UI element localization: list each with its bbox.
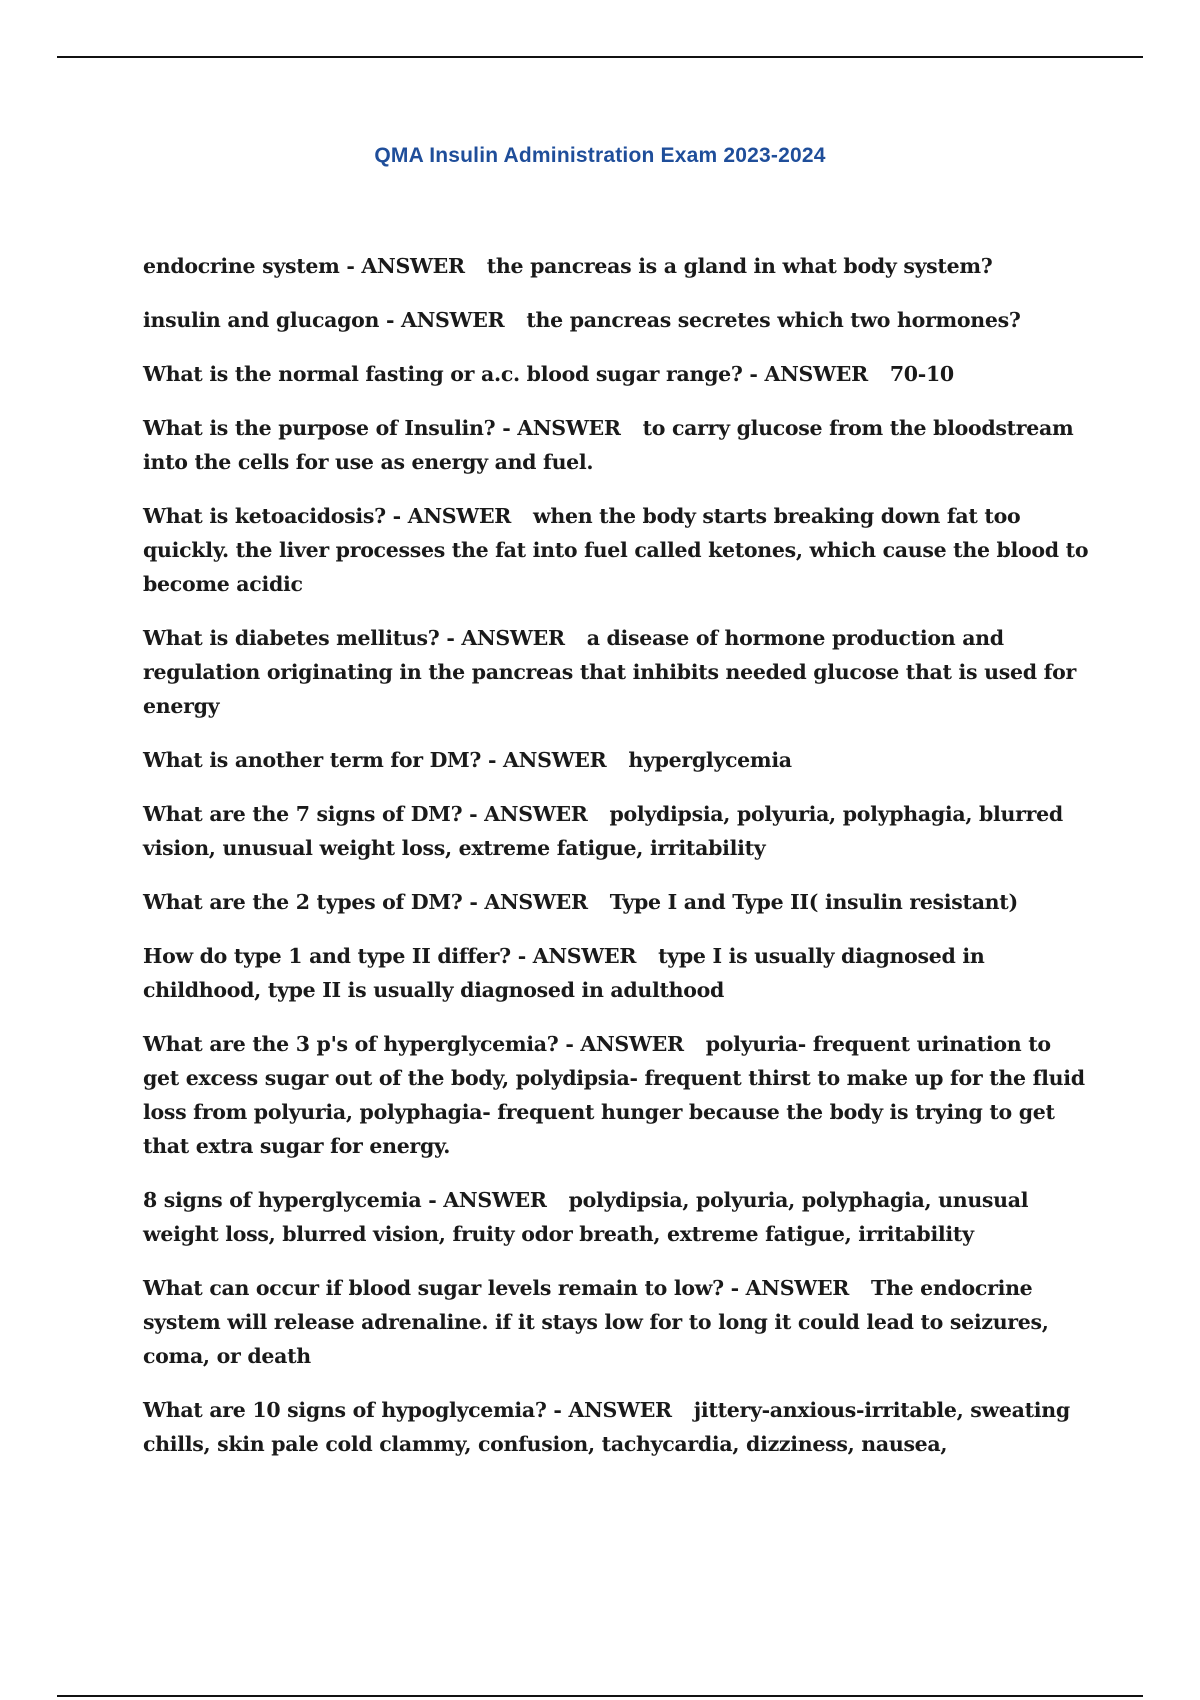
question-text: endocrine system xyxy=(143,254,340,278)
question-text: How do type 1 and type II differ? xyxy=(143,944,511,968)
qa-item xyxy=(143,939,1091,1007)
qa-item xyxy=(143,1183,1091,1251)
answer-marker: - ANSWER xyxy=(421,1188,547,1212)
question-text: What can occur if blood sugar levels remain to low? xyxy=(143,1276,724,1300)
question-text: What is ketoacidosis? xyxy=(143,504,386,528)
question-text: What are the 7 signs of DM? xyxy=(143,802,463,826)
answer-text: hyperglycemia xyxy=(628,748,792,772)
answer-marker: - ANSWER xyxy=(546,1398,672,1422)
answer-text: 70-10 xyxy=(889,362,954,386)
answer-text: jittery-anxious-irritable, sweating chills, skin pale cold clammy, confusion, tachycardia, dizziness, nausea, xyxy=(143,1398,1070,1456)
question-text: What is the purpose of Insulin? xyxy=(143,416,496,440)
top-divider xyxy=(57,56,1143,58)
answer-marker: - ANSWER xyxy=(462,802,588,826)
answer-marker: - ANSWER xyxy=(462,890,588,914)
answer-text: the pancreas secretes which two hormones? xyxy=(526,308,1021,332)
answer-text: The endocrine system will release adrenaline. if it stays low for to long it could lead to seizures, coma, or death xyxy=(143,1276,1049,1368)
answer-marker: - ANSWER xyxy=(723,1276,850,1300)
page-title: QMA Insulin Administration Exam 2023-2024 xyxy=(374,144,826,167)
answer-marker: - ANSWER xyxy=(481,748,607,772)
answer-text: polydipsia, polyuria, polyphagia, unusual weight loss, blurred vision, fruity odor breath, extreme fatigue, irritability xyxy=(143,1188,1029,1246)
answer-text: polydipsia, polyuria, polyphagia, blurred vision, unusual weight loss, extreme fatigue, irritability xyxy=(143,802,1063,860)
qa-item xyxy=(143,1393,1091,1461)
answer-marker: - ANSWER xyxy=(379,308,505,332)
qa-item xyxy=(143,357,1091,391)
answer-marker: - ANSWER xyxy=(558,1032,684,1056)
qa-item xyxy=(143,303,1091,337)
answer-text: polyuria- frequent urination to get excess sugar out of the body, polydipsia- frequent thirst to make up for the fluid loss from polyuria, polyphagia- frequent hunger because the body is trying to get that extra sugar for energy. xyxy=(143,1032,1085,1158)
question-text: What are 10 signs of hypoglycemia? xyxy=(143,1398,547,1422)
question-text: 8 signs of hyperglycemia xyxy=(143,1188,422,1212)
qa-item xyxy=(143,411,1091,479)
answer-text: when the body starts breaking down fat too quickly. the liver processes the fat into fuel called ketones, which cause the blood to become acidic xyxy=(143,504,1089,596)
question-text: insulin and glucagon xyxy=(143,308,380,332)
question-text: What is another term for DM? xyxy=(143,748,482,772)
answer-text: a disease of hormone production and regulation originating in the pancreas that inhibits needed glucose that is used for energy xyxy=(143,626,1076,718)
qa-item xyxy=(143,1027,1091,1163)
qa-list xyxy=(143,249,1091,1481)
question-text: What is diabetes mellitus? xyxy=(143,626,440,650)
answer-marker: - ANSWER xyxy=(439,626,565,650)
answer-text: Type I and Type II( insulin resistant) xyxy=(609,890,1018,914)
answer-marker: - ANSWER xyxy=(742,362,868,386)
qa-item xyxy=(143,249,1091,283)
qa-item xyxy=(143,621,1091,723)
answer-marker: - ANSWER xyxy=(495,416,621,440)
qa-item xyxy=(143,1271,1091,1373)
answer-marker: - ANSWER xyxy=(385,504,512,528)
qa-item xyxy=(143,743,1091,777)
answer-marker: - ANSWER xyxy=(339,254,465,278)
answer-text: the pancreas is a gland in what body system? xyxy=(486,254,993,278)
question-text: What are the 3 p's of hyperglycemia? xyxy=(143,1032,559,1056)
bottom-divider xyxy=(57,1695,1143,1697)
question-text: What is the normal fasting or a.c. blood sugar range? xyxy=(143,362,743,386)
qa-item xyxy=(143,499,1091,601)
answer-marker: - ANSWER xyxy=(510,944,637,968)
qa-item xyxy=(143,885,1091,919)
answer-text: type I is usually diagnosed in childhood, type II is usually diagnosed in adulthood xyxy=(143,944,985,1002)
answer-text: to carry glucose from the bloodstream into the cells for use as energy and fuel. xyxy=(143,416,1074,474)
question-text: What are the 2 types of DM? xyxy=(143,890,463,914)
qa-item xyxy=(143,797,1091,865)
